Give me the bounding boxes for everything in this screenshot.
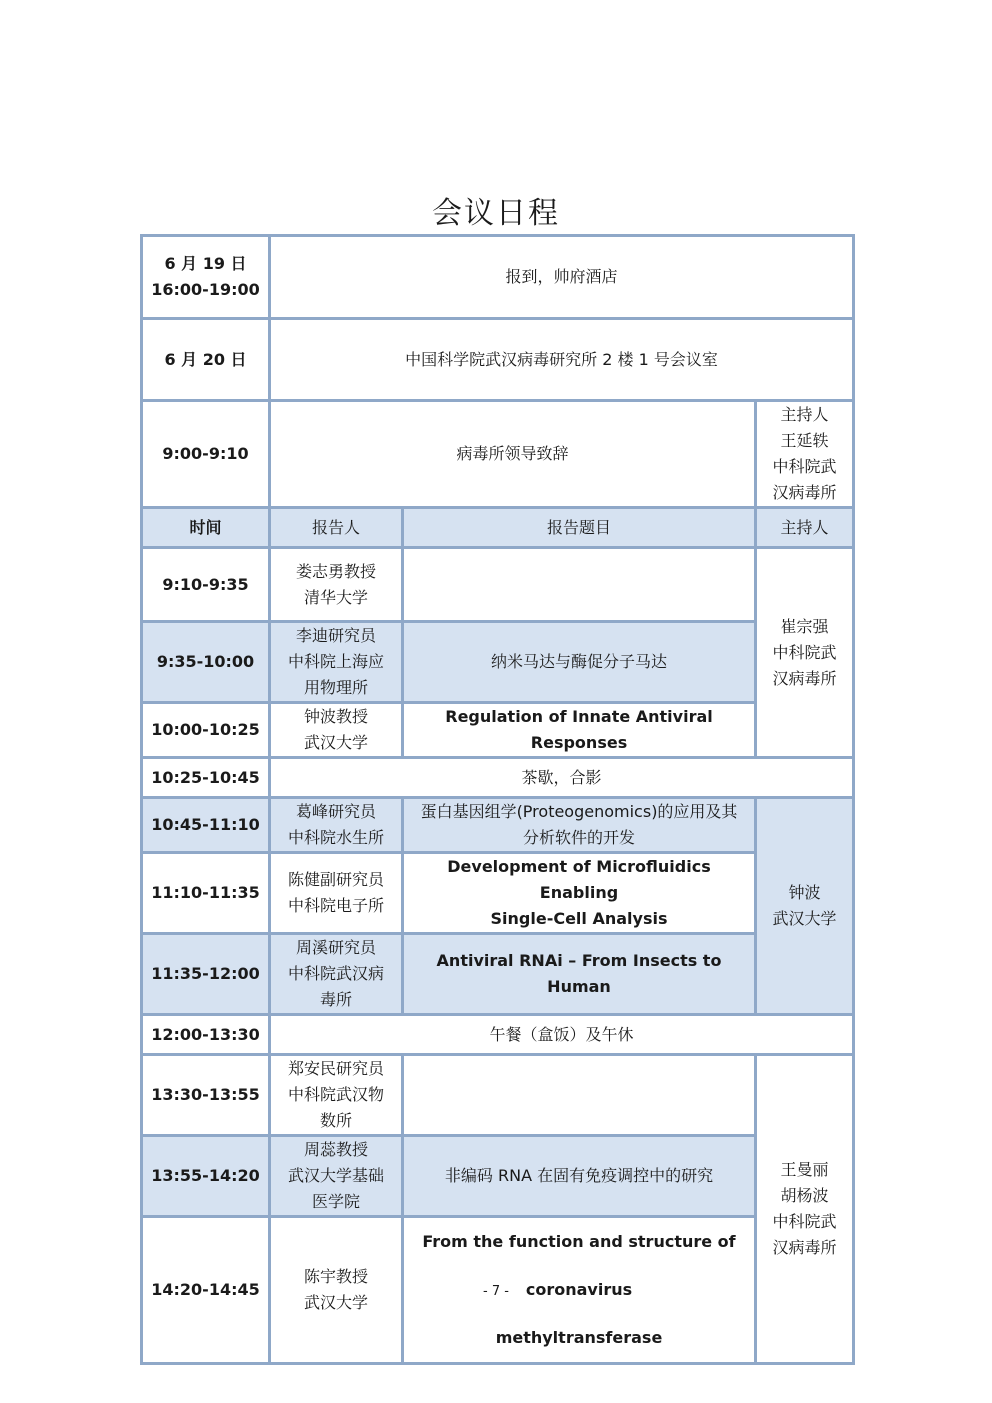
break-time: 10:25-10:45 [142,758,270,798]
talk-speaker [270,1055,403,1136]
talk-time: 10:45-11:10 [142,798,270,853]
day2-row [142,319,854,401]
opening-event: 病毒所领导致辞 [270,401,756,508]
lunch-row [142,1015,854,1055]
opening-host-line: 王延轶 [780,431,829,450]
opening-host [756,401,854,508]
opening-host-line: 主持人 [780,405,829,424]
talk-speaker [270,703,403,758]
topic-line: From the function and structure of coronavirus [422,1232,736,1299]
page-title: 会议日程 [432,196,560,231]
speaker-line: 用物理所 [303,678,368,697]
talk-topic [403,1055,756,1136]
talk-row [142,1055,854,1136]
host-line: 汉病毒所 [772,668,837,688]
talk-row [142,548,854,622]
talk-topic: Regulation of Innate Antiviral Responses [403,703,756,758]
topic-line: 蛋白基因组学(Proteogenomics)的应用及其 [420,802,738,821]
talk-speaker [270,798,403,853]
session2-host [756,798,854,1015]
topic-line: Single-Cell Analysis [490,909,668,928]
speaker-line: 数所 [319,1111,352,1130]
speaker-line: 清华大学 [303,587,368,607]
speaker-line: 陈健副研究员 [287,870,384,889]
header-host: 主持人 [756,508,854,548]
opening-host-line: 汉病毒所 [772,483,837,502]
talk-topic: Antiviral RNAi – From Insects to Human [403,934,756,1015]
opening-row [142,401,854,508]
speaker-line: 毒所 [319,990,352,1009]
speaker-line: 娄志勇教授 [295,561,376,581]
host-line: 中科院武 [772,642,837,662]
opening-host-line: 中科院武 [772,457,837,476]
speaker-line: 葛峰研究员 [295,802,376,821]
opening-time: 9:00-9:10 [142,401,270,508]
break-event: 茶歇，合影 [270,758,854,798]
host-line: 汉病毒所 [772,1238,837,1257]
day2-date: 6 月 20 日 [142,319,270,401]
page-number: - 7 - [483,1284,509,1299]
day2-venue: 中国科学院武汉病毒研究所 2 楼 1 号会议室 [270,319,854,401]
lunch-time: 12:00-13:30 [142,1015,270,1055]
speaker-line: 武汉大学 [303,733,368,752]
header-time: 时间 [142,508,270,548]
talk-row [142,853,854,934]
header-row [142,508,854,548]
lunch-event: 午餐（盒饭）及午休 [270,1015,854,1055]
talk-topic: 非编码 RNA 在固有免疫调控中的研究 [403,1136,756,1217]
header-topic: 报告题目 [403,508,756,548]
talk-speaker [270,853,403,934]
day1-row [142,236,854,319]
talk-time: 9:10-9:35 [142,548,270,622]
talk-speaker [270,622,403,703]
session3-host [756,1055,854,1364]
host-line: 崔宗强 [780,616,829,636]
talk-row [142,703,854,758]
talk-time: 13:30-13:55 [142,1055,270,1136]
speaker-line: 周蕊教授 [303,1140,368,1159]
header-speaker: 报告人 [270,508,403,548]
speaker-line: 郑安民研究员 [287,1059,384,1078]
talk-speaker [270,1136,403,1217]
host-line: 钟波 [788,883,821,902]
talk-row [142,622,854,703]
host-line: 胡杨波 [780,1186,829,1205]
talk-speaker [270,934,403,1015]
speaker-line: 中科院武汉病 [287,964,384,983]
host-line: 中科院武 [772,1212,837,1231]
speaker-line: 钟波教授 [303,707,368,726]
break-row [142,758,854,798]
host-line: 王曼丽 [780,1160,829,1179]
talk-time: 13:55-14:20 [142,1136,270,1217]
talk-row [142,934,854,1015]
speaker-line: 武汉大学 [303,1293,368,1312]
speaker-line: 陈宇教授 [303,1267,368,1286]
talk-row [142,1136,854,1217]
speaker-line: 中科院电子所 [287,896,384,915]
topic-line: methyltransferase [495,1328,663,1347]
topic-line: Development of Microfluidics Enabling [447,857,711,902]
talk-topic [403,548,756,622]
topic-line: 分析软件的开发 [522,828,635,847]
day1-date: 6 月 19 日 [164,254,247,273]
speaker-line: 周溪研究员 [295,938,376,957]
speaker-line: 中科院上海应 [287,652,384,671]
speaker-line: 中科院武汉物 [287,1085,384,1104]
speaker-line: 中科院水生所 [287,828,384,847]
talk-topic [403,853,756,934]
day1-date-cell [142,236,270,319]
speaker-line: 李迪研究员 [295,626,376,645]
talk-speaker [270,548,403,622]
host-line: 武汉大学 [772,909,837,928]
talk-topic: 纳米马达与酶促分子马达 [403,622,756,703]
talk-time: 9:35-10:00 [142,622,270,703]
session1-host [756,548,854,758]
talk-time: 14:20-14:45 [142,1217,270,1364]
talk-time: 11:35-12:00 [142,934,270,1015]
speaker-line: 医学院 [311,1192,360,1211]
talk-time: 10:00-10:25 [142,703,270,758]
talk-topic [403,798,756,853]
talk-row [142,798,854,853]
talk-time: 11:10-11:35 [142,853,270,934]
day1-time: 16:00-19:00 [151,280,260,299]
speaker-line: 武汉大学基础 [287,1166,384,1185]
schedule-table [140,234,855,1365]
day1-event: 报到，帅府酒店 [270,236,854,319]
